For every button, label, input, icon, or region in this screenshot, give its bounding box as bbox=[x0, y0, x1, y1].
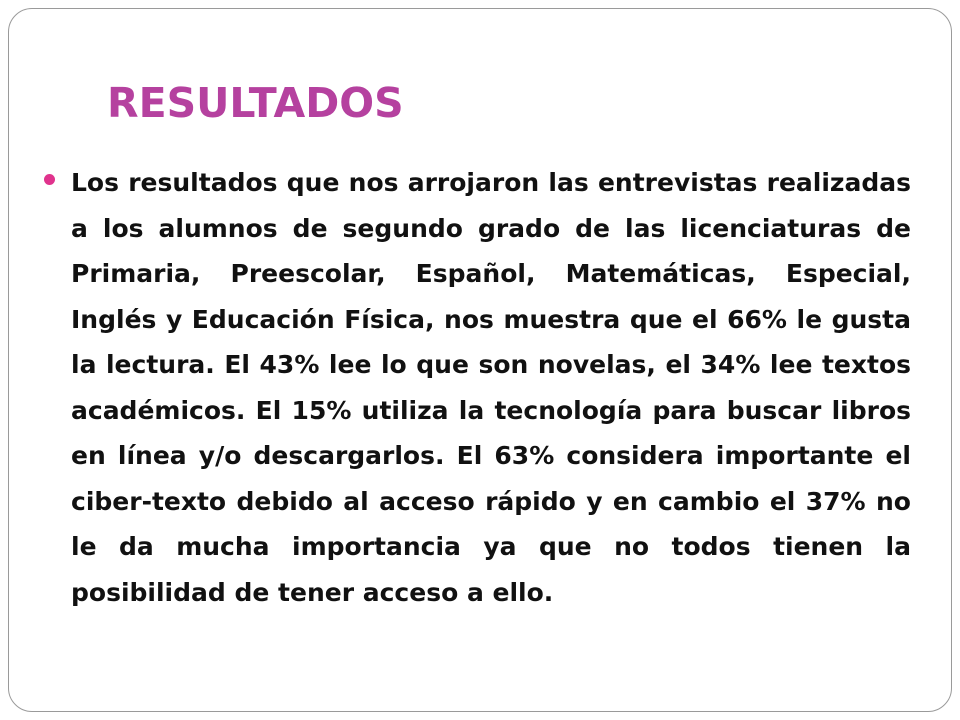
slide-title: RESULTADOS bbox=[107, 79, 404, 127]
bullet-text: Los resultados que nos arrojaron las entrevistas realizadas a los alumnos de segundo grado de las licenciaturas de Primaria, Preescolar, Español, Matemáticas, Especial, Inglés y Educación Física, nos muestra que el 66% le gusta la lectura. El 43% lee lo que son novelas, el 34% lee textos académicos. El 15% utiliza la tecnología para buscar libros en línea y/o descargarlos. El 63% considera importante el ciber-texto debido al acceso rápido y en cambio el 37% no le da mucha importancia ya que no todos tienen la posibilidad de tener acceso a ello. bbox=[71, 168, 911, 607]
bullet-marker-icon bbox=[44, 174, 55, 185]
